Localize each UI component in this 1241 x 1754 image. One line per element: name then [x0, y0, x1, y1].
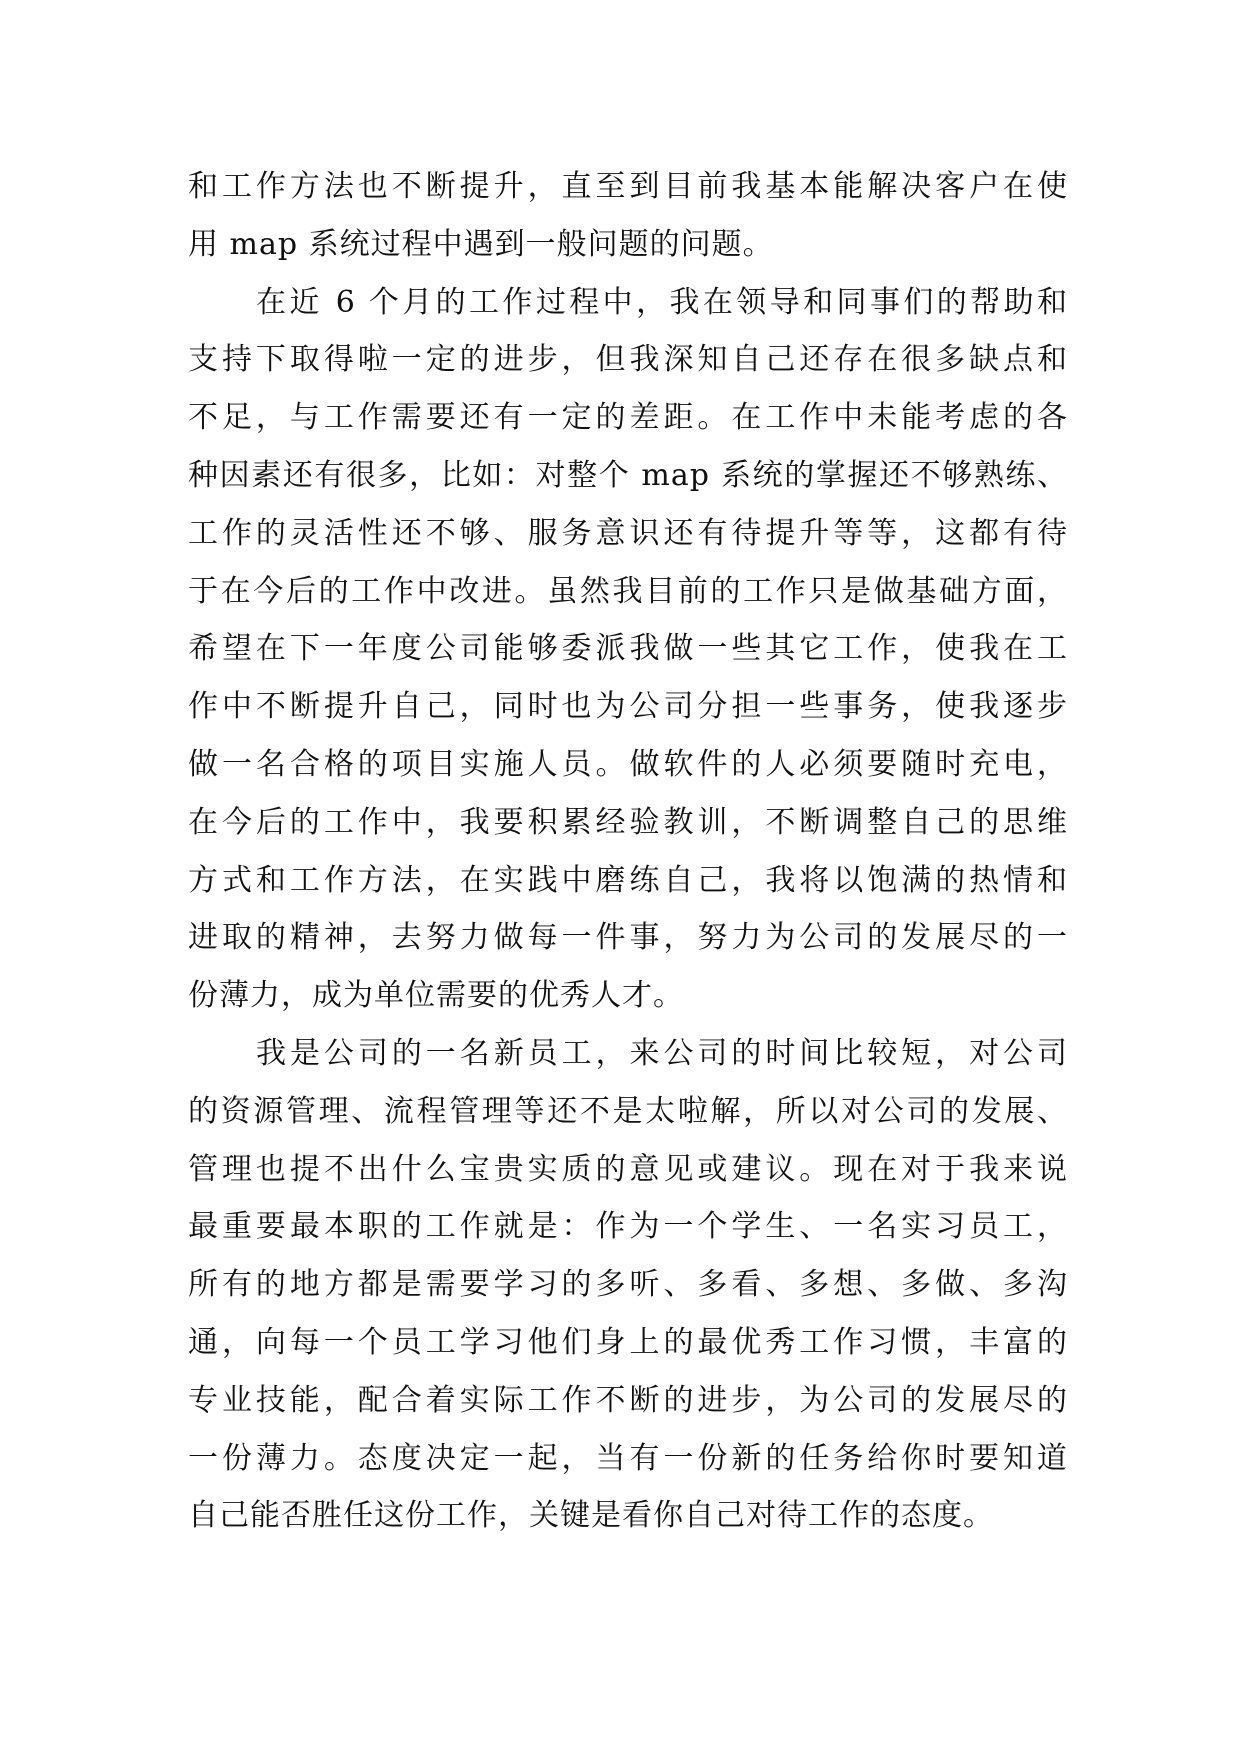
- paragraph-first-line: 在近 6 个月的工作过程中，我在领导和同事们的帮助和: [256, 284, 1068, 320]
- text-line: 最重要最本职的工作就是：作为一个学生、一名实习员工，: [188, 1209, 1068, 1245]
- document-body: [188, 158, 1068, 1545]
- text-line: 不足，与工作需要还有一定的差距。在工作中未能考虑的各: [188, 400, 1068, 436]
- text-line: 自己能否胜任这份工作，关键是看你自己对待工作的态度。: [188, 1498, 994, 1534]
- text-line: 份薄力，成为单位需要的优秀人才。: [188, 978, 684, 1014]
- text-line: 希望在下一年度公司能够委派我做一些其它工作，使我在工: [188, 631, 1068, 667]
- text-line: 工作的灵活性还不够、服务意识还有待提升等等，这都有待: [188, 515, 1068, 551]
- text-line: 通，向每一个员工学习他们身上的最优秀工作习惯，丰富的: [188, 1324, 1068, 1360]
- text-line: 专业技能，配合着实际工作不断的进步，为公司的发展尽的: [188, 1382, 1068, 1418]
- text-line: 做一名合格的项目实施人员。做软件的人必须要随时充电，: [188, 746, 1068, 782]
- text-line: 种因素还有很多，比如：对整个 map 系统的掌握还不够熟练、: [188, 457, 1068, 493]
- text-line: 方式和工作方法，在实践中磨练自己，我将以饱满的热情和: [188, 862, 1068, 898]
- text-line: 于在今后的工作中改进。虽然我目前的工作只是做基础方面，: [188, 573, 1068, 609]
- paragraph-first-line: 我是公司的一名新员工，来公司的时间比较短，对公司: [256, 1035, 1068, 1071]
- text-line: 一份薄力。态度决定一起，当有一份新的任务给你时要知道: [188, 1440, 1068, 1476]
- text-line: 管理也提不出什么宝贵实质的意见或建议。现在对于我来说: [188, 1151, 1068, 1187]
- text-line: 支持下取得啦一定的进步，但我深知自己还存在很多缺点和: [188, 342, 1068, 378]
- text-line: 用 map 系统过程中遇到一般问题的问题。: [188, 226, 774, 262]
- text-line: 进取的精神，去努力做每一件事，努力为公司的发展尽的一: [188, 920, 1068, 956]
- text-line: 在今后的工作中，我要积累经验教训，不断调整自己的思维: [188, 804, 1068, 840]
- text-line: 的资源管理、流程管理等还不是太啦解，所以对公司的发展、: [188, 1093, 1068, 1129]
- text-line: 作中不断提升自己，同时也为公司分担一些事务，使我逐步: [188, 689, 1068, 725]
- text-line: 所有的地方都是需要学习的多听、多看、多想、多做、多沟: [188, 1267, 1068, 1303]
- text-line: 和工作方法也不断提升，直至到目前我基本能解决客户在使: [188, 169, 1068, 204]
